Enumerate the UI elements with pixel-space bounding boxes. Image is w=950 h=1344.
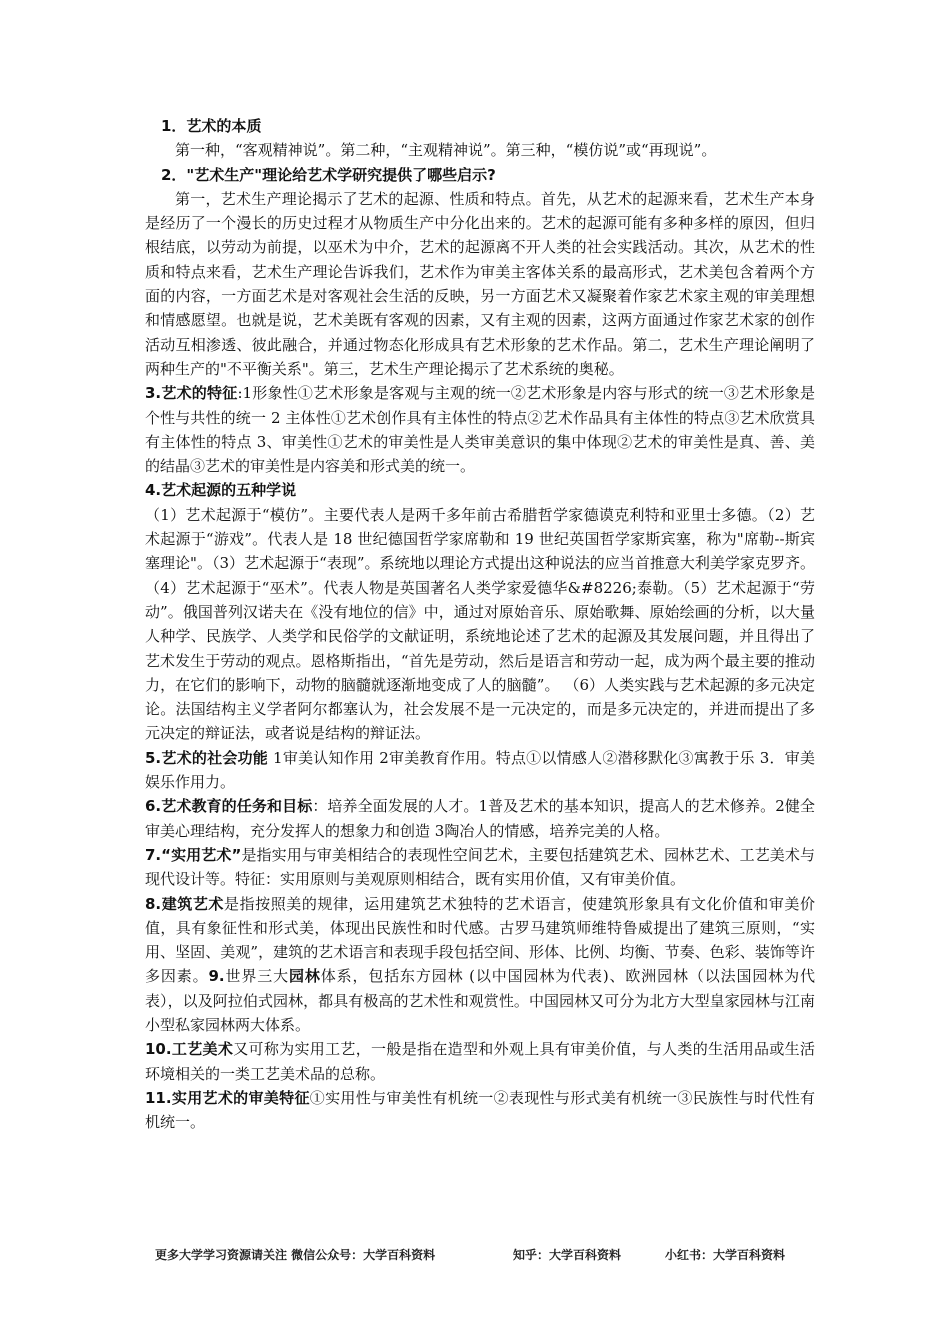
section-9-body-2: 体系，包括东方园林 (以中国园林为代表)、欧洲园林（以法国园林为代表），以及阿拉伯式园林，都具有极高的艺术性和观赏性。中国园林又可分为北方大型皇家园林与江南小型私家园林两大体系。 — [145, 967, 815, 1034]
section-7 — [145, 843, 815, 892]
section-9-body-1: 世界三大 — [224, 967, 289, 986]
section-10-body: 又可称为实用工艺，一般是指在造型和外观上具有审美价值，与人类的生活用品或生活环境相关的一类工艺美术品的总称。 — [145, 1040, 815, 1083]
section-2-body: 第一，艺术生产理论揭示了艺术的起源、性质和特点。首先，从艺术的起源来看，艺术生产本身是经历了一个漫长的历史过程才从物质生产中分化出来的。艺术的起源可能有多种多样的原因，但归根结底，以劳动为前提，以巫术为中介，艺术的起源离不开人类的社会实践活动。其次，从艺术的性质和特点来看，艺术生产理论告诉我们，艺术作为审美主客体关系的最高形式，艺术美包含着两个方面的内容，一方面艺术是对客观社会生活的反映，另一方面艺术又凝聚着作家艺术家主观的审美理想和情感愿望。也就是说，艺术美既有客观的因素，又有主观的因素，这两方面通过作家艺术家的创作活动互相渗透、彼此融合，并通过物态化形成具有艺术形象的艺术作品。第二，艺术生产理论阐明了两种生产的"不平衡关系"。第三，艺术生产理论揭示了艺术系统的奥秘。 — [145, 189, 815, 378]
document-body — [145, 114, 815, 1134]
section-6-heading: 6.艺术教育的任务和目标 — [145, 797, 313, 816]
section-10-heading: 工艺美术 — [171, 1040, 234, 1059]
section-7-body: 是指实用与审美相结合的表现性空间艺术，主要包括建筑艺术、园林艺术、工艺美术与现代设计等。特征：实用原则与美观原则相结合，既有实用价值，又有审美价值。 — [145, 845, 815, 889]
section-8 — [145, 892, 815, 1038]
section-4-heading: 4.艺术起源的五种学说 — [145, 481, 297, 500]
footer-wechat: 更多大学学习资源请关注 微信公众号：大学百科资料 — [155, 1248, 436, 1262]
section-5 — [145, 746, 815, 795]
footer-xiaohongshu: 小红书：大学百科资料 — [665, 1248, 786, 1262]
section-1-body: 第一种，“客观精神说”。第二种，“主观精神说”。第三种，“模仿说”或“再现说”。 — [175, 141, 717, 160]
section-6 — [145, 794, 815, 843]
section-6-body: ：培养全面发展的人才。1普及艺术的基本知识，提高人的艺术修养。2健全审美心理结构，充分发挥人的想象力和创造 3陶冶人的情感，培养完美的人格。 — [145, 797, 815, 840]
section-1-heading: 1．艺术的本质 — [161, 117, 262, 135]
page-footer — [155, 1246, 815, 1263]
section-11-body: ①实用性与审美性有机统一②表现性与形式美有机统一③民族性与时代性有机统一。 — [145, 1088, 815, 1132]
section-7-heading: 7.“实用艺术” — [145, 845, 242, 864]
section-10 — [145, 1037, 815, 1086]
section-8-body-1: 是指按照美的规律，运用建筑艺术独特的艺术语言，使建筑形象具有文化价值和审美价值，具有象征性和形式美，体现出民族性和时代感。古罗马建筑师维特鲁威提出了建筑三原则，“实用、坚固、美观”，建筑的艺术语言和表现手段包括空间、形体、比例、均衡、节奏、色彩、装饰等许多因素。 — [145, 894, 815, 986]
footer-zhihu: 知乎：大学百科资料 — [513, 1248, 622, 1262]
section-9-number: 9. — [208, 967, 225, 986]
section-10-number: 10. — [145, 1040, 172, 1059]
section-3 — [145, 381, 815, 478]
section-2-heading: 2．"艺术生产"理论给艺术学研究提供了哪些启示? — [161, 165, 496, 184]
section-8-heading: 8.建筑艺术 — [145, 894, 224, 913]
section-11 — [145, 1086, 815, 1135]
section-11-heading: 11.实用艺术的审美特征 — [145, 1088, 310, 1107]
section-3-heading: 3.艺术的特征 — [145, 384, 238, 403]
section-9-heading: 园林 — [288, 967, 321, 986]
section-5-body: 1审美认知作用 2审美教育作用。特点①以情感人②潜移默化③寓教于乐 3．审美娱乐作用力。 — [145, 748, 815, 792]
section-5-heading: 5.艺术的社会功能 — [145, 748, 269, 767]
section-3-body: :1形象性①艺术形象是客观与主观的统一②艺术形象是内容与形式的统一③艺术形象是个性与共性的统一 2 主体性①艺术创作具有主体性的特点②艺术作品具有主体性的特点③艺术欣赏具有主体性的特点 3、审美性①艺术的审美性是人类审美意识的集中体现②艺术的审美性是真、善、美的结晶③艺术的审美性是内容美和形式美的统一。 — [145, 384, 815, 476]
section-4-body: （1）艺术起源于“模仿”。主要代表人是两千多年前古希腊哲学家德谟克利特和亚里士多德。（2）艺术起源于“游戏”。代表人是 18 世纪德国哲学家席勒和 19 世纪英国哲学家斯宾塞，称为"席勒--斯宾塞理论"。（3）艺术起源于“表现”。系统地以理论方式提出这种说法的应当首推意大利美学家克罗齐。（4）艺术起源于“巫术”。代表人物是英国著名人类学家爱德华&#8226;泰勒。（5）艺术起源于“劳动”。俄国普列汉诺夫在《没有地位的信》中，通过对原始音乐、原始歌舞、原始绘画的分析，以大量人种学、民族学、人类学和民俗学的文献证明，系统地论述了艺术的起源及其发展问题，并且得出了艺术发生于劳动的观点。恩格斯指出，“首先是劳动，然后是语言和劳动一起，成为两个最主要的推动力，在它们的影响下，动物的脑髓就逐渐地变成了人的脑髓”。 （6）人类实践与艺术起源的多元决定论。法国结构主义学者阿尔都塞认为，社会发展不是一元决定的，而是多元决定的，并进而提出了多元决定的辩证法，或者说是结构的辩证法。 — [145, 505, 815, 743]
